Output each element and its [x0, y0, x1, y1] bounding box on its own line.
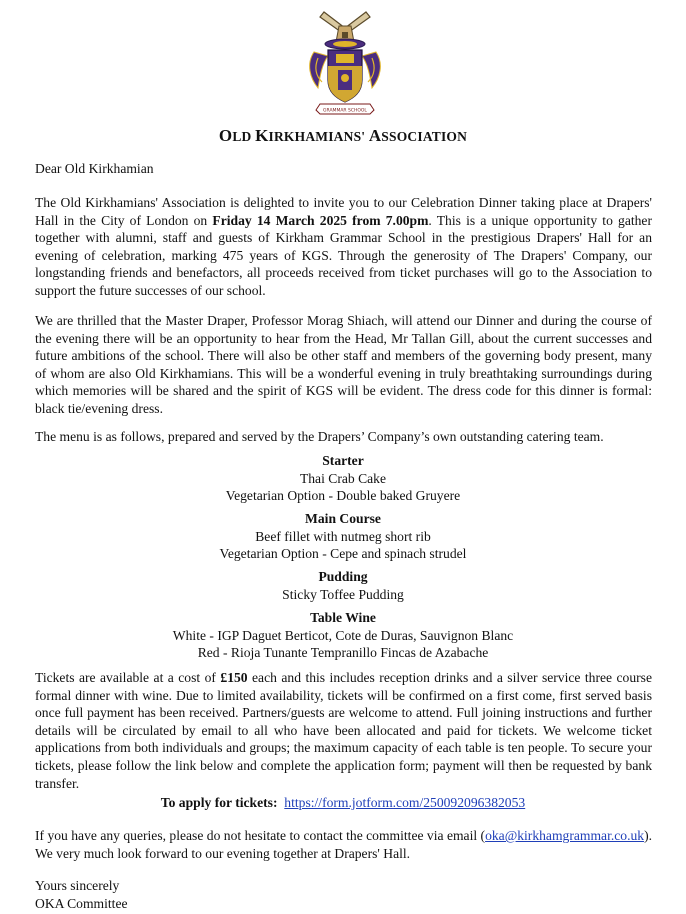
menu-item: Sticky Toffee Pudding	[282, 586, 404, 602]
paragraph-master-draper: We are thrilled that the Master Draper, Professor Morag Shiach, will attend our Dinner and during the course of the evening there will be an opportunity to hear from the Head, Mr Tallan Gill, about the current successes and future ambitions of the school. There will also be other staff and members of the governing body present, many of whom are also Old Kirkhamians. This will be a wonderful evening in truly breathtaking surroundings during which memories will be shared and the spirit of KGS will be evident. The dress code for this dinner is formal: black tie/evening dress.	[35, 313, 652, 416]
p5-text-a: If you have any queries, please do not hesitate to contact the committee via email (	[35, 828, 486, 843]
title-initial-o: O	[218, 126, 233, 145]
title-part-ssociation: SSOCIATION	[381, 129, 468, 144]
crest-motto: GRAMMAR SCHOOL	[323, 108, 367, 114]
signoff-closing: Yours sincerely	[35, 878, 120, 893]
title-initial-k: K	[255, 126, 269, 145]
title-apostrophe: '	[361, 129, 369, 144]
menu-starter	[0, 452, 686, 505]
greeting: Dear Old Kirkhamian	[35, 161, 154, 176]
paragraph-tickets	[35, 669, 652, 792]
apply-link[interactable]: https://form.jotform.com/250092096382053	[284, 795, 526, 810]
apply-line	[0, 794, 686, 812]
menu-heading: Pudding	[318, 569, 368, 584]
p4-text-b: each and this includes reception drinks and a silver service three course formal dinner with wine. Due to limited availability, tickets will be confirmed on a first come, first served basis once full payment has been received. Partners/guests are welcome to attend. Full joining instructions and further details will be circulated by email to all who have been allocated and paid for tickets. We welcome ticket applications from both individuals and groups; the maximum capacity of each table is ten people. To secure your tickets, please follow the link below and complete the application form; payment will then be requested by bank transfer.	[35, 670, 652, 791]
signoff	[35, 877, 652, 912]
p4-text-a: Tickets are available at a cost of	[35, 670, 221, 685]
menu-item: Red - Rioja Tunante Tempranillo Fincas de Azabache	[197, 645, 489, 661]
menu-heading: Starter	[322, 453, 364, 468]
apply-label: To apply for tickets:	[160, 795, 278, 810]
menu-pudding	[0, 568, 686, 603]
event-date: Friday 14 March 2025 from 7.00pm	[212, 212, 429, 228]
menu-item: White - IGP Daguet Berticot, Cote de Duras, Sauvignon Blanc	[172, 627, 514, 643]
paragraph-queries	[35, 827, 652, 862]
ticket-price: £150	[220, 670, 248, 685]
school-crest-icon	[304, 8, 386, 120]
signoff-signature: OKA Committee	[35, 895, 128, 911]
menu-item: Thai Crab Cake	[299, 470, 387, 486]
menu-main-course	[0, 510, 686, 563]
email-link[interactable]: oka@kirkhamgrammar.co.uk	[485, 828, 645, 843]
paragraph-invitation	[35, 194, 652, 300]
menu-item: Vegetarian Option - Double baked Gruyere	[225, 488, 461, 504]
menu-heading: Main Course	[305, 511, 381, 526]
paragraph-menu-intro: The menu is as follows, prepared and served by the Drapers’ Company’s own outstanding catering team.	[35, 429, 604, 444]
p1-text-b: . This is a unique opportunity to gather together with alumni, staff and guests of Kirkham Grammar School in the prestigious Drapers' Hall for an evening of celebration, marking 475 years of KGS. Through the generosity of The Drapers' Company, our longstanding friends and benefactors, all proceeds received from ticket purchases will go to the Association to support the future successes of our school.	[35, 212, 652, 298]
title-part-ld: LD	[232, 129, 256, 144]
menu-table-wine	[0, 609, 686, 662]
title-initial-a: A	[368, 126, 382, 145]
p1-text-a: The Old Kirkhamians' Association is delighted to invite you to our Celebration Dinner taking place at Drapers' Hall in the City of London on	[35, 195, 652, 228]
title-part-irkhamians: IRKHAMIANS	[268, 129, 362, 144]
menu-item: Beef fillet with nutmeg short rib	[255, 528, 431, 544]
menu-item: Vegetarian Option - Cepe and spinach strudel	[219, 546, 467, 562]
association-title	[0, 126, 686, 146]
menu-heading: Table Wine	[310, 610, 376, 625]
p5-text-b: ). We very much look forward to our evening together at Drapers' Hall.	[35, 828, 652, 861]
